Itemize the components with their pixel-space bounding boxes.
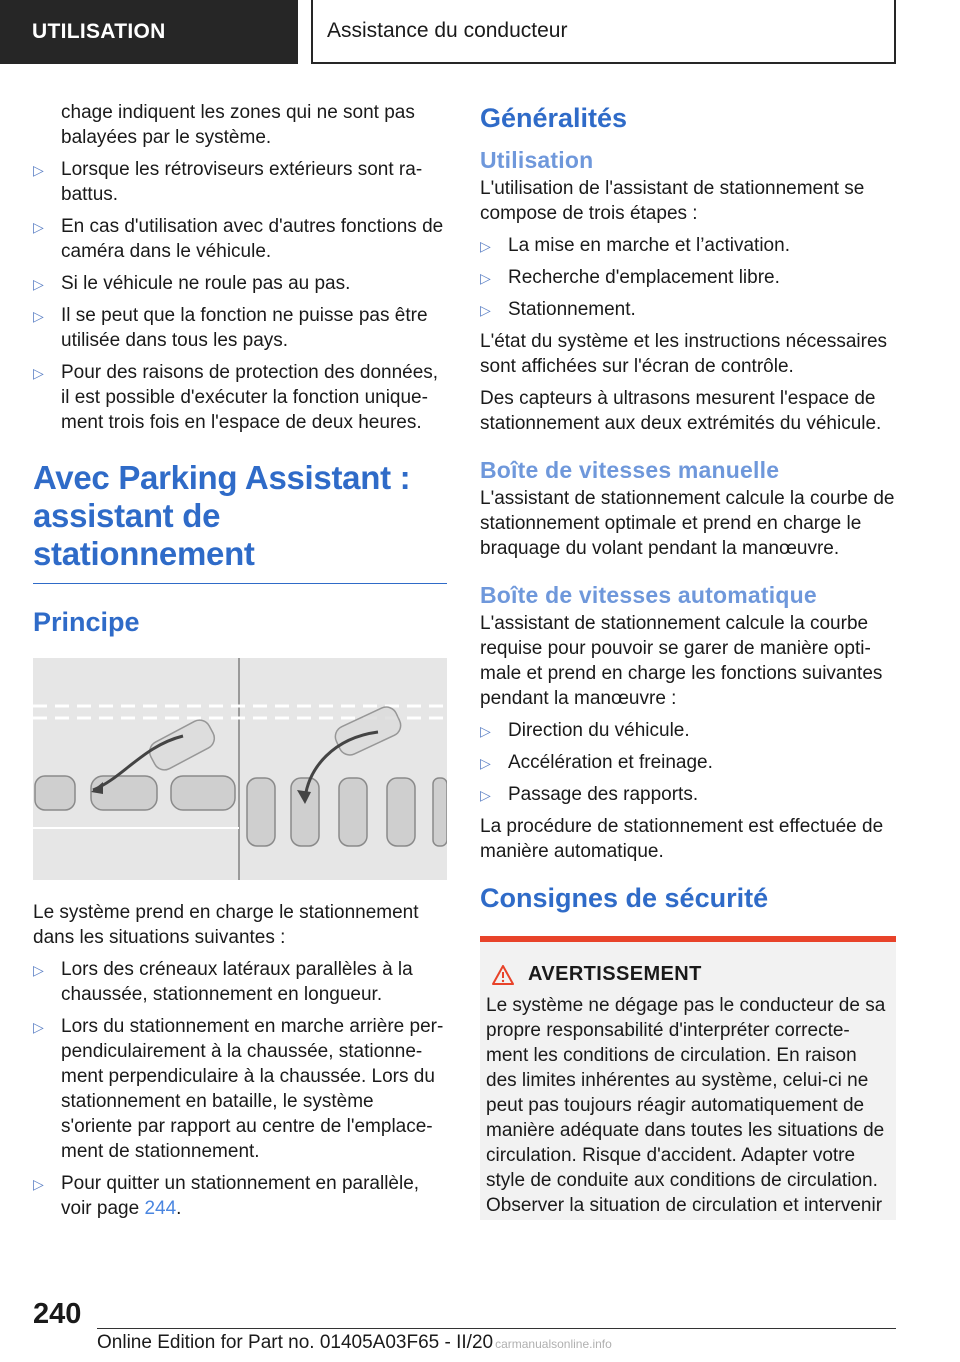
- list-item: ▷ Stationnement.: [480, 297, 896, 322]
- triangle-bullet-icon: ▷: [33, 276, 44, 292]
- principle-heading: Principe: [33, 607, 140, 637]
- situations-list: [33, 957, 447, 1221]
- general-heading: Généralités: [480, 103, 628, 133]
- list-item: ▷ La mise en marche et l’activation.: [480, 233, 896, 258]
- warning-title: [486, 962, 890, 987]
- triangle-bullet-icon: ▷: [33, 962, 44, 978]
- warning-triangle-icon: [492, 965, 514, 985]
- footer-rule: [97, 1328, 896, 1329]
- list-item: ▷ Il se peut que la fonction ne puisse pas être utilisée dans tous les pays.: [33, 305, 428, 351]
- list-item: ▷ Passage des rapports.: [480, 782, 896, 807]
- header-section-label: UTILISATION: [32, 20, 166, 43]
- triangle-bullet-icon: ▷: [480, 755, 491, 771]
- list-item: ▷ Lorsque les rétroviseurs extérieurs sont ra-battus.: [33, 159, 423, 205]
- usage-heading: Utilisation: [480, 147, 594, 173]
- list-item: ▷ Pour des raisons de protection des données, il est possible d'exécuter la fonction unique-ment trois fois en l'espace de deux heures.: [33, 362, 439, 433]
- triangle-bullet-icon: ▷: [33, 1019, 44, 1035]
- warning-box: [480, 936, 896, 1220]
- automatic-procedure-paragraph: La procédure de stationnement est effectuée de manière automatique.: [480, 816, 884, 862]
- triangle-bullet-icon: ▷: [480, 723, 491, 739]
- list-item: ▷ Pour quitter un stationnement en parallèle, voir page 244.: [33, 1173, 420, 1219]
- automatic-gearbox-paragraph: L'assistant de stationnement calcule la courbe requise pour pouvoir se garer de manière opti-male et prend en charge les fonctions suivantes pendant la manœuvre :: [480, 613, 883, 709]
- footer-watermark: carmanualsonline.info: [495, 1337, 612, 1351]
- section-title: Avec Parking Assistant : assistant de stationnement: [33, 459, 411, 572]
- parking-illustration: [33, 658, 447, 880]
- section-title-rule: [33, 583, 447, 584]
- list-item: ▷ Lors du stationnement en marche arrière per-pendiculairement à la chaussée, stationne-ment perpendiculaire à la chaussée. Lors du stationnement en bataille, le système s'oriente par rapport au centre de l'emplace-ment de stationnement.: [33, 1016, 444, 1162]
- header-chapter-tab: [311, 0, 896, 64]
- list-item: ▷ Direction du véhicule.: [480, 718, 896, 743]
- triangle-bullet-icon: ▷: [480, 238, 491, 254]
- triangle-bullet-icon: ▷: [480, 302, 491, 318]
- triangle-bullet-icon: ▷: [480, 270, 491, 286]
- triangle-bullet-icon: ▷: [33, 365, 44, 381]
- list-item: ▷ En cas d'utilisation avec d'autres fonctions de caméra dans le véhicule.: [33, 216, 444, 262]
- list-item: ▷ Accélération et freinage.: [480, 750, 896, 775]
- footer-edition-text: Online Edition for Part no. 01405A03F65 - II/20: [97, 1332, 494, 1353]
- right-column: [480, 100, 896, 1220]
- left-column: [33, 100, 447, 1228]
- triangle-bullet-icon: ▷: [33, 1176, 44, 1192]
- continued-bullet-text: chage indiquent les zones qui ne sont pas balayées par le système.: [61, 102, 415, 148]
- page-reference-link[interactable]: 244: [144, 1198, 177, 1219]
- automatic-gearbox-heading: Boîte de vitesses automatique: [480, 582, 817, 608]
- warning-title-text: AVERTISSEMENT: [528, 963, 702, 985]
- list-item: ▷ Lors des créneaux latéraux parallèles à la chaussée, stationnement en longueur.: [33, 959, 413, 1005]
- usage-paragraph: L'utilisation de l'assistant de stationnement se compose de trois étapes :: [480, 178, 865, 224]
- sensors-paragraph: Des capteurs à ultrasons mesurent l'espace de stationnement aux deux extrémités du véhicule.: [480, 388, 882, 434]
- triangle-bullet-icon: ▷: [480, 787, 491, 803]
- footer-edition: [97, 1330, 927, 1357]
- safety-heading: Consignes de sécurité: [480, 883, 769, 913]
- automatic-functions-list: [480, 718, 896, 807]
- header-section-tab: [0, 0, 298, 64]
- steps-list: [480, 233, 896, 322]
- list-item: ▷ Recherche d'emplacement libre.: [480, 265, 896, 290]
- principle-intro: Le système prend en charge le stationnement dans les situations suivantes :: [33, 902, 419, 948]
- header-chapter-label: Assistance du conducteur: [327, 19, 568, 42]
- manual-gearbox-heading: Boîte de vitesses manuelle: [480, 457, 780, 483]
- page-number: 240: [33, 1298, 82, 1330]
- manual-gearbox-paragraph: L'assistant de stationnement calcule la courbe de stationnement optimale et prend en charge le braquage du volant pendant la manœuvre.: [480, 488, 895, 559]
- triangle-bullet-icon: ▷: [33, 162, 44, 178]
- state-paragraph: L'état du système et les instructions nécessaires sont affichées sur l'écran de contrôle.: [480, 331, 888, 377]
- limitations-list: [33, 157, 447, 435]
- triangle-bullet-icon: ▷: [33, 308, 44, 324]
- list-item: ▷ Si le véhicule ne roule pas au pas.: [33, 271, 447, 296]
- triangle-bullet-icon: ▷: [33, 219, 44, 235]
- warning-text: Le système ne dégage pas le conducteur de sa propre responsabilité d'interpréter correcte-ment les conditions de circulation. En raison des limites inhérentes au système, celui-ci ne peut pas toujours réagir automatiquement de manière adéquate dans toutes les situations de circulation. Risque d'accident. Adapter votre style de conduite aux conditions de circulation. Observer la situation de circulation et intervenir: [486, 995, 886, 1216]
